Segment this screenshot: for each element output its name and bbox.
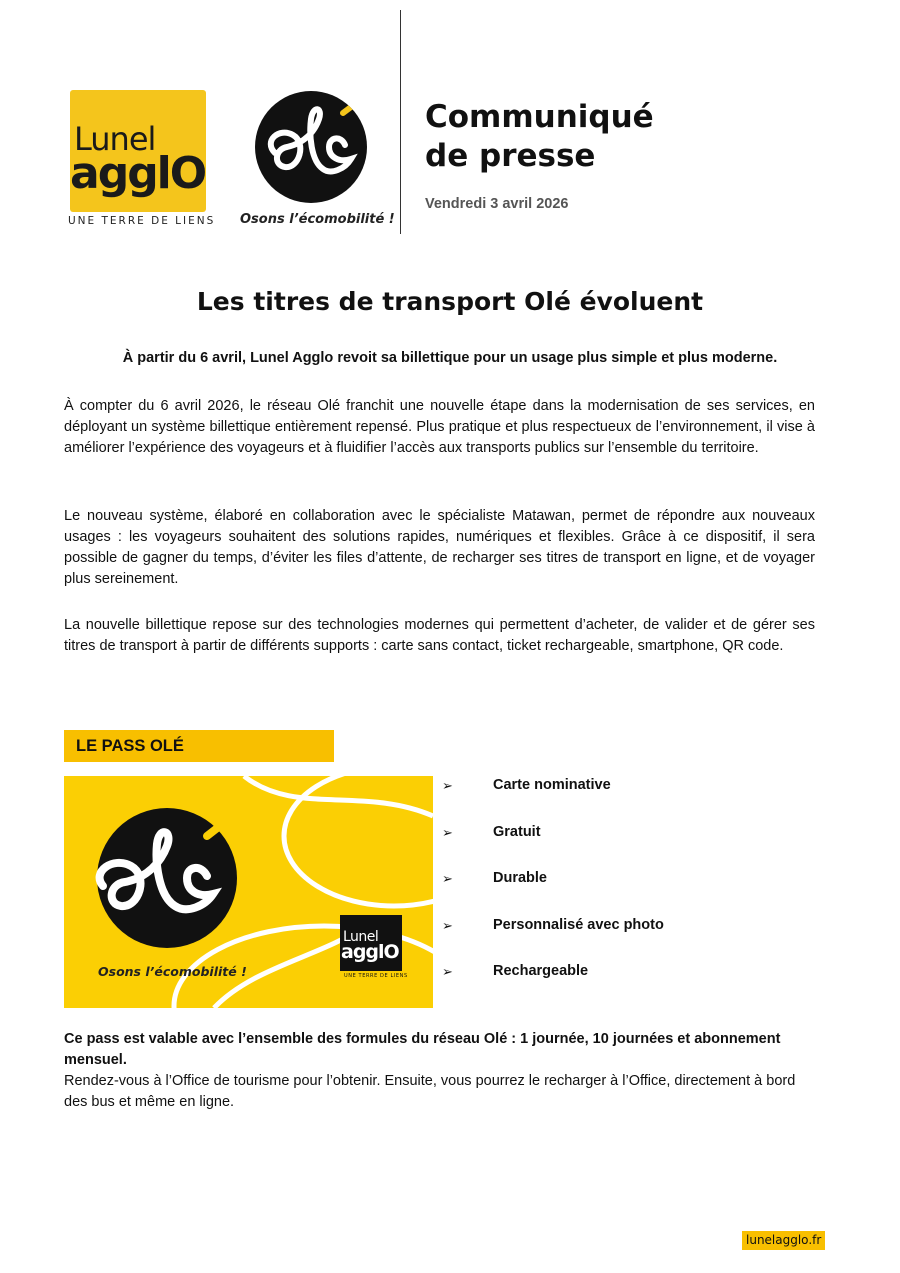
website-link[interactable]: lunelagglo.fr <box>746 1233 822 1247</box>
document-type-line1: Communiqué <box>425 99 654 135</box>
section-heading <box>64 730 334 762</box>
feature-label: Durable <box>493 870 547 886</box>
ole-slogan: Osons l’écomobilité ! <box>240 212 395 227</box>
pass-ole-logo-icon <box>95 806 245 956</box>
paragraph-2: Le nouveau système, élaboré en collaboration avec le spécialiste Matawan, permet de répondre aux nouveaux usages : les voyageurs souhaitent des solutions rapides, numériques et flexibles. Grâce à ce dispositif, il sera possible de gagner du temps, d’éviter les files d’attente, de recharger ses titres de transport en ligne, et de voyager plus sereinement. <box>64 508 815 587</box>
pass-howto-text: Rendez-vous à l’Office de tourisme pour l’obtenir. Ensuite, vous pourrez le recharger à l’Office, directement à bord des bus et même en ligne. <box>64 1073 796 1110</box>
pass-card-lunel-logo <box>340 915 402 971</box>
arrow-bullet-icon: ➢ <box>442 778 453 793</box>
article-title: Les titres de transport Olé évoluent <box>196 287 704 316</box>
header-divider <box>400 10 401 234</box>
paragraph-1: À compter du 6 avril 2026, le réseau Olé franchit une nouvelle étape dans la modernisation de ses services, en déployant un système billettique entièrement repensé. Plus pratique et plus respectueux de l’environnement, il vise à améliorer l’expérience des voyageurs et à fluidifier l’accès aux transports publics sur l’ensemble du territoire. <box>64 398 815 456</box>
feature-label: Gratuit <box>493 824 541 840</box>
arrow-bullet-icon: ➢ <box>442 825 453 840</box>
pass-card-lunel-line1: Lunel <box>343 929 379 945</box>
section-heading-label: LE PASS OLÉ <box>76 737 184 755</box>
pass-validity-text: Ce pass est valable avec l’ensemble des formules du réseau Olé : 1 journée, 10 journées et abonnement mensuel. <box>64 1031 781 1068</box>
feature-label: Personnalisé avec photo <box>493 917 664 933</box>
paragraph-3: La nouvelle billettique repose sur des technologies modernes qui permettent d’acheter, de valider et de gérer ses titres de transport à partir de différents supports : carte sans contact, ticket rechargeable, smartphone, QR code. <box>64 617 815 654</box>
lunel-logo-line2: agglO <box>70 148 206 199</box>
document-type-line2: de presse <box>425 138 596 174</box>
pass-card-lunel-line2: agglO <box>341 941 399 963</box>
website-badge[interactable] <box>742 1231 825 1250</box>
lunel-agglo-logo <box>70 90 206 212</box>
press-date: Vendredi 3 avril 2026 <box>425 196 569 212</box>
arrow-bullet-icon: ➢ <box>442 871 453 886</box>
document-type <box>425 98 654 176</box>
lunel-logo-line1: Lunel <box>74 120 156 158</box>
feature-label: Carte nominative <box>493 777 611 793</box>
feature-label: Rechargeable <box>493 963 589 979</box>
arrow-bullet-icon: ➢ <box>442 918 453 933</box>
lunel-tagline: UNE TERRE DE LIENS <box>68 215 216 227</box>
pass-card-lunel-tagline: UNE TERRE DE LIENS <box>344 973 408 979</box>
ole-logo-icon <box>255 91 367 203</box>
pass-ole-card-image <box>64 776 433 1008</box>
arrow-bullet-icon: ➢ <box>442 964 453 979</box>
pass-card-slogan: Osons l’écomobilité ! <box>98 964 247 979</box>
article-subtitle: À partir du 6 avril, Lunel Agglo revoit sa billettique pour un usage plus simple et plus moderne. <box>122 350 778 366</box>
